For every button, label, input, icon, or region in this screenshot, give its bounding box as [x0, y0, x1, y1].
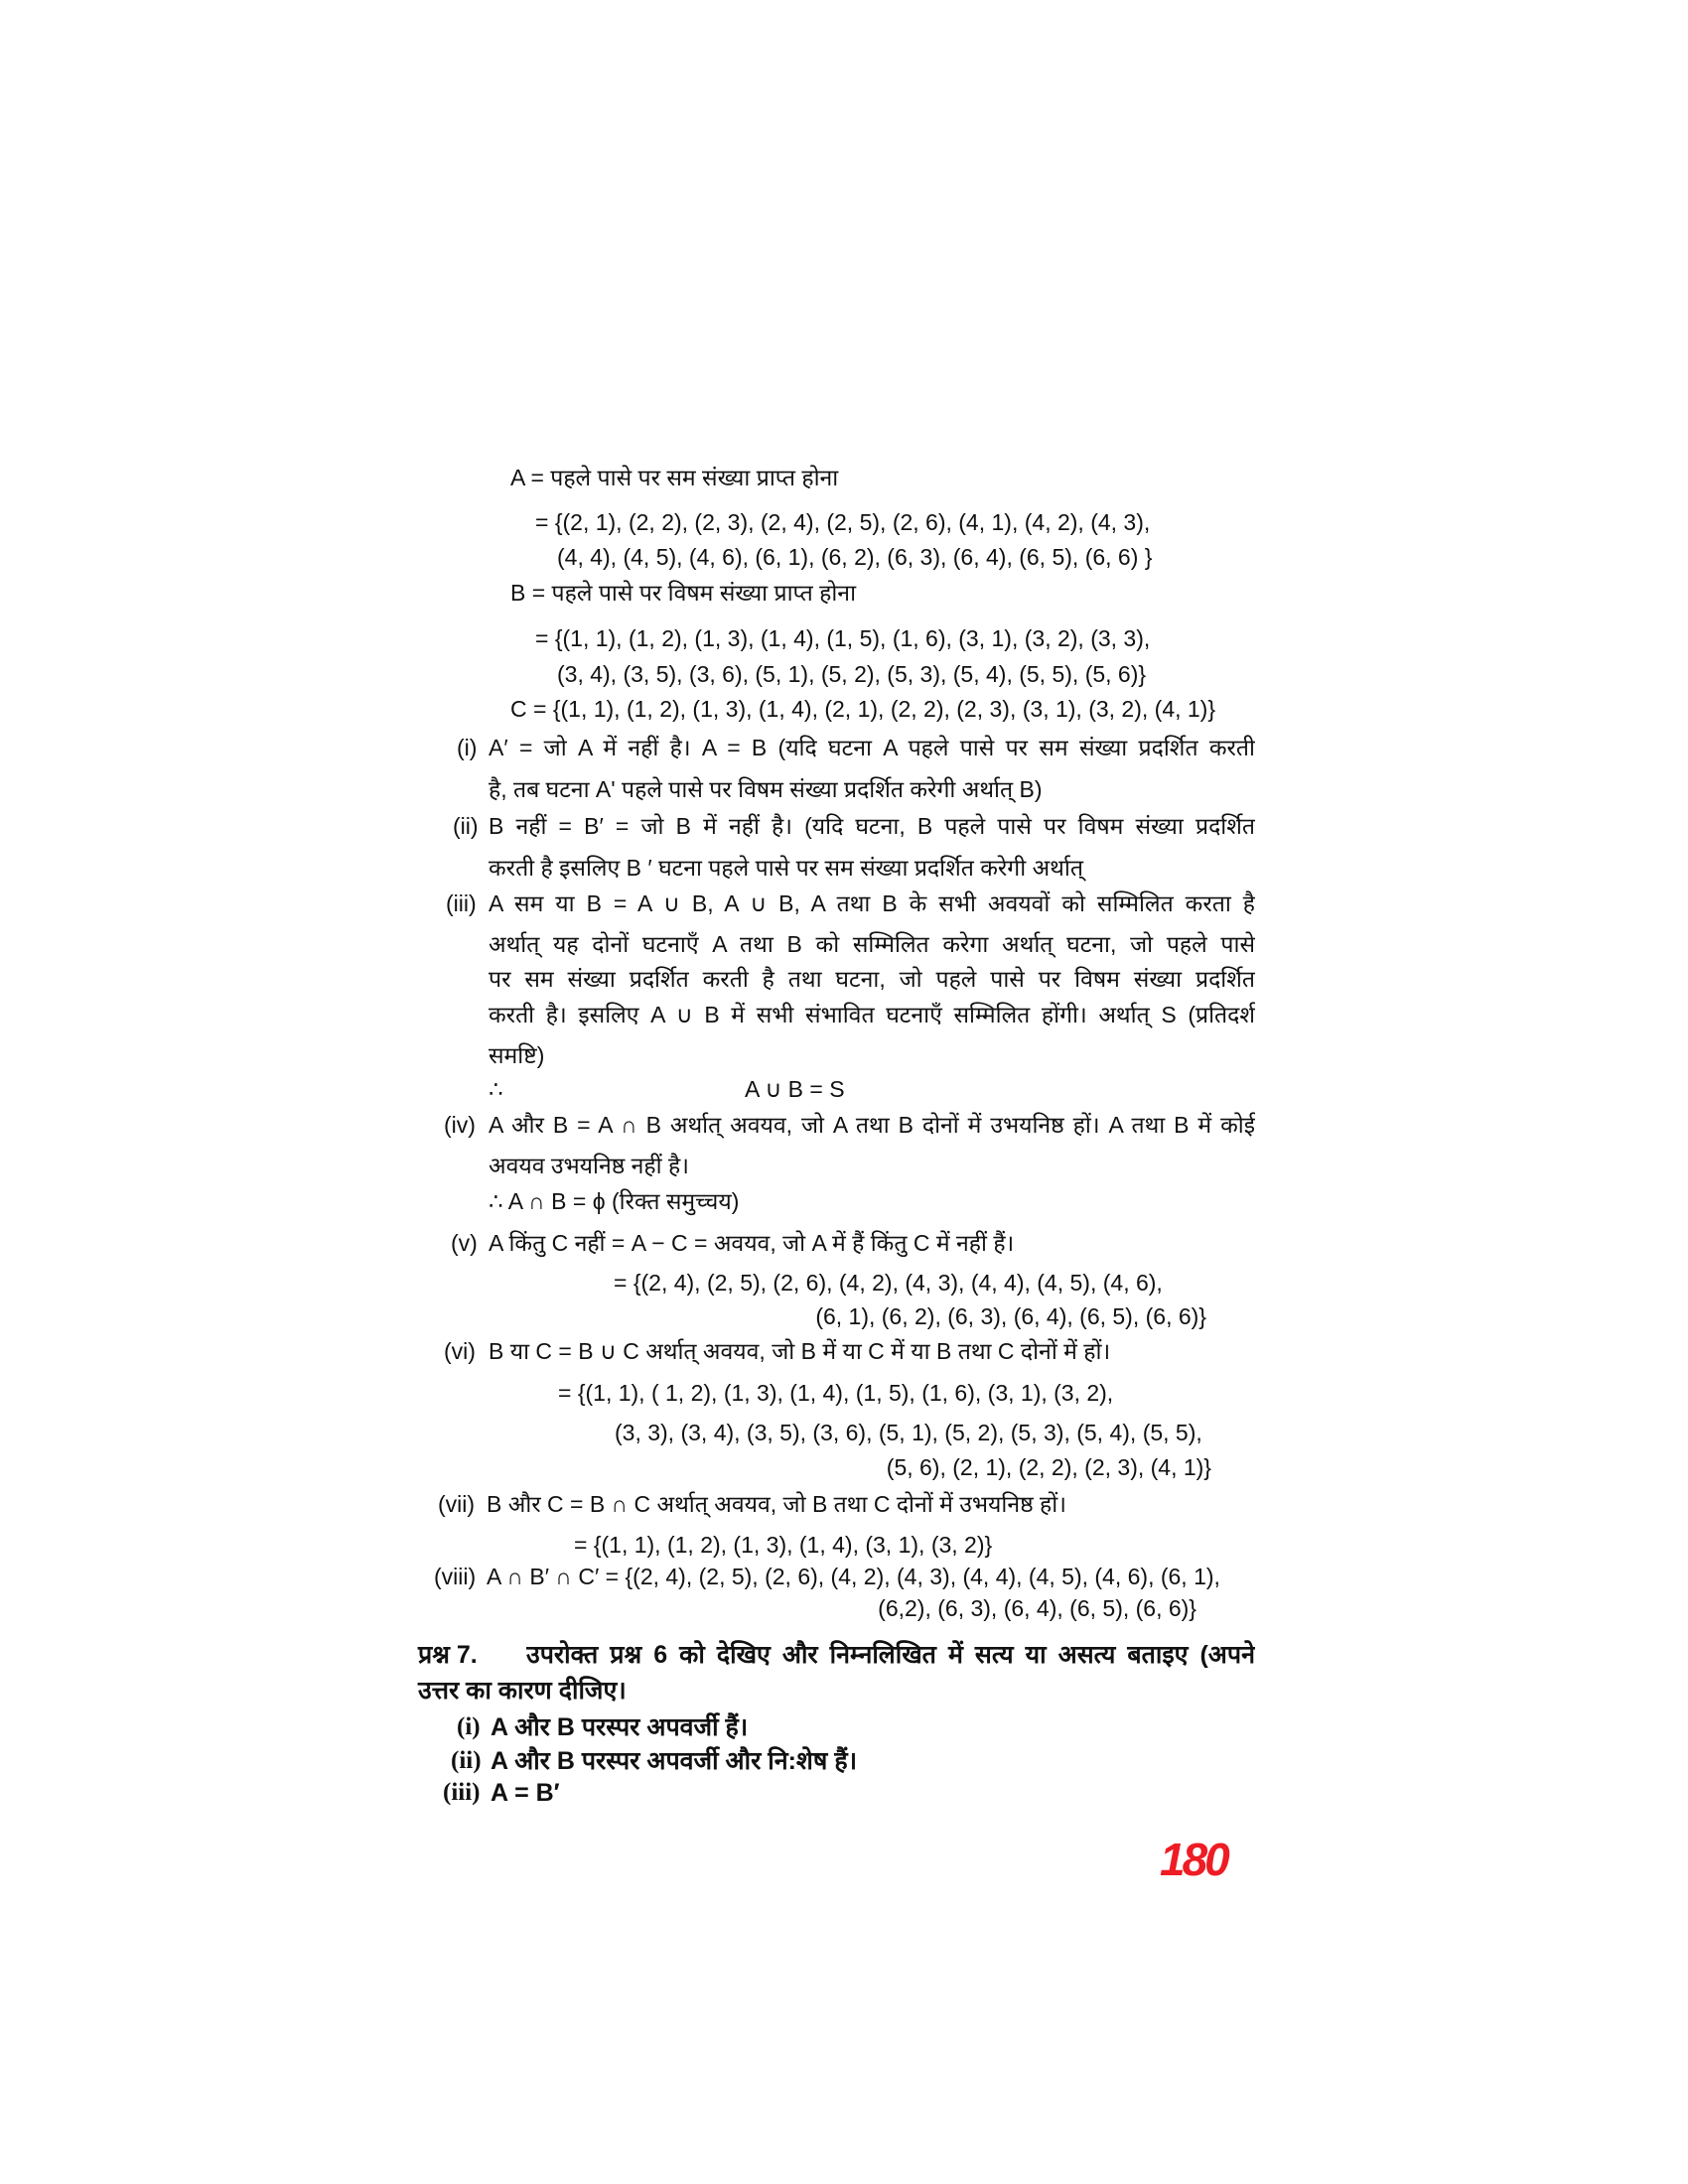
- item-result: A ∪ B = S: [745, 1076, 845, 1102]
- item-text: B और C = B ∩ C अर्थात् अवयव, जो B तथा C दोनों में उभयनिष्ठ हों।: [487, 1491, 1066, 1517]
- question-part-label: (i): [457, 1713, 481, 1740]
- item-text: करती है इसलिए B ′ घटना पहले पासे पर सम संख्या प्रदर्शित करेगी अर्थात्: [489, 855, 1083, 881]
- item-text: अर्थात् यह दोनों घटनाएँ A तथा B को सम्मिलित करेगा अर्थात् घटना, जो पहले पासे: [489, 931, 1255, 957]
- item-result: ∴ A ∩ B = ϕ (रिक्त समुच्चय): [489, 1188, 740, 1214]
- event-a-definition: A = पहले पासे पर सम संख्या प्राप्त होना: [510, 465, 839, 490]
- set-line: (3, 3), (3, 4), (3, 5), (3, 6), (5, 1), (5, 2), (5, 3), (5, 4), (5, 5),: [615, 1420, 1202, 1445]
- item-label: (viii): [434, 1564, 477, 1589]
- item-label: (vi): [444, 1338, 476, 1364]
- event-b-definition: B = पहले पासे पर विषम संख्या प्राप्त होना: [510, 580, 857, 606]
- item-text: A और B = A ∩ B अर्थात् अवयव, जो A तथा B दोनों में उभयनिष्ठ हों। A तथा B में कोई: [489, 1112, 1255, 1138]
- event-a-set-line: (4, 4), (4, 5), (4, 6), (6, 1), (6, 2), (6, 3), (6, 4), (6, 5), (6, 6) }: [557, 544, 1153, 570]
- item-text: B नहीं = B′ = जो B में नहीं है। (यदि घटना, B पहले पासे पर विषम संख्या प्रदर्शित: [489, 813, 1255, 839]
- item-label: (vii): [438, 1491, 476, 1517]
- question-text: उपरोक्त प्रश्न 6 को देखिए और निम्नलिखित में सत्य या असत्य बताइए (अपने: [526, 1641, 1255, 1669]
- set-line: = {(1, 1), ( 1, 2), (1, 3), (1, 4), (1, 5), (1, 6), (3, 1), (3, 2),: [558, 1380, 1114, 1406]
- question-text: उत्तर का कारण दीजिए।: [418, 1677, 627, 1705]
- set-line: = {(1, 1), (1, 2), (1, 3), (1, 4), (3, 1), (3, 2)}: [574, 1532, 993, 1558]
- set-line: (6,2), (6, 3), (6, 4), (6, 5), (6, 6)}: [878, 1595, 1196, 1621]
- item-label: (iv): [444, 1112, 476, 1138]
- page-number: 180: [1160, 1834, 1227, 1885]
- item-text: पर सम संख्या प्रदर्शित करती है तथा घटना, जो पहले पासे पर विषम संख्या प्रदर्शित: [489, 966, 1255, 992]
- question-part-text: A = B′: [491, 1779, 560, 1807]
- question-part-label: (iii): [443, 1779, 481, 1806]
- item-text: A किंतु C नहीं = A − C = अवयव, जो A में हैं किंतु C में नहीं हैं।: [489, 1230, 1015, 1256]
- item-label: (v): [451, 1230, 478, 1256]
- item-text: A सम या B = A ∪ B, A ∪ B, A तथा B के सभी अवयवों को सम्मिलित करता है: [489, 890, 1255, 916]
- set-line: (6, 1), (6, 2), (6, 3), (6, 4), (6, 5), (6, 6)}: [815, 1303, 1206, 1329]
- question-part-text: A और B परस्पर अपवर्जी और नि:शेष हैं।: [491, 1747, 858, 1775]
- item-text: B या C = B ∪ C अर्थात् अवयव, जो B में या C में या B तथा C दोनों में हों।: [489, 1338, 1111, 1364]
- event-b-set-line: = {(1, 1), (1, 2), (1, 3), (1, 4), (1, 5), (1, 6), (3, 1), (3, 2), (3, 3),: [535, 625, 1151, 651]
- item-text: करती है। इसलिए A ∪ B में सभी संभावित घटनाएँ सम्मिलित होंगी। अर्थात् S (प्रतिदर्श: [489, 1002, 1255, 1027]
- set-line: = {(2, 4), (2, 5), (2, 6), (4, 2), (4, 3), (4, 4), (4, 5), (4, 6),: [614, 1270, 1163, 1296]
- event-b-set-line: (3, 4), (3, 5), (3, 6), (5, 1), (5, 2), (5, 3), (5, 4), (5, 5), (5, 6)}: [557, 661, 1147, 687]
- question-label: प्रश्न 7.: [418, 1641, 478, 1669]
- item-text: A′ = जो A में नहीं है। A = B (यदि घटना A पहले पासे पर सम संख्या प्रदर्शित करती: [489, 735, 1255, 760]
- item-label: (ii): [453, 813, 479, 839]
- item-label: (iii): [446, 890, 477, 916]
- therefore-symbol: ∴: [489, 1076, 503, 1102]
- event-c-set: C = {(1, 1), (1, 2), (1, 3), (1, 4), (2, 1), (2, 2), (2, 3), (3, 1), (3, 2), (4, 1)}: [510, 696, 1216, 722]
- item-label: (i): [457, 735, 478, 760]
- question-part-label: (ii): [451, 1747, 482, 1774]
- item-text: A ∩ B′ ∩ C′ = {(2, 4), (2, 5), (2, 6), (4, 2), (4, 3), (4, 4), (4, 5), (4, 6), (6, 1),: [487, 1564, 1220, 1589]
- item-text: अवयव उभयनिष्ठ नहीं है।: [489, 1153, 689, 1178]
- question-part-text: A और B परस्पर अपवर्जी हैं।: [491, 1713, 749, 1741]
- item-text: समष्टि): [489, 1042, 545, 1068]
- set-line: (5, 6), (2, 1), (2, 2), (2, 3), (4, 1)}: [886, 1454, 1211, 1480]
- item-text: है, तब घटना A' पहले पासे पर विषम संख्या प्रदर्शित करेगी अर्थात् B): [489, 776, 1043, 802]
- event-a-set-line: = {(2, 1), (2, 2), (2, 3), (2, 4), (2, 5), (2, 6), (4, 1), (4, 2), (4, 3),: [535, 509, 1151, 535]
